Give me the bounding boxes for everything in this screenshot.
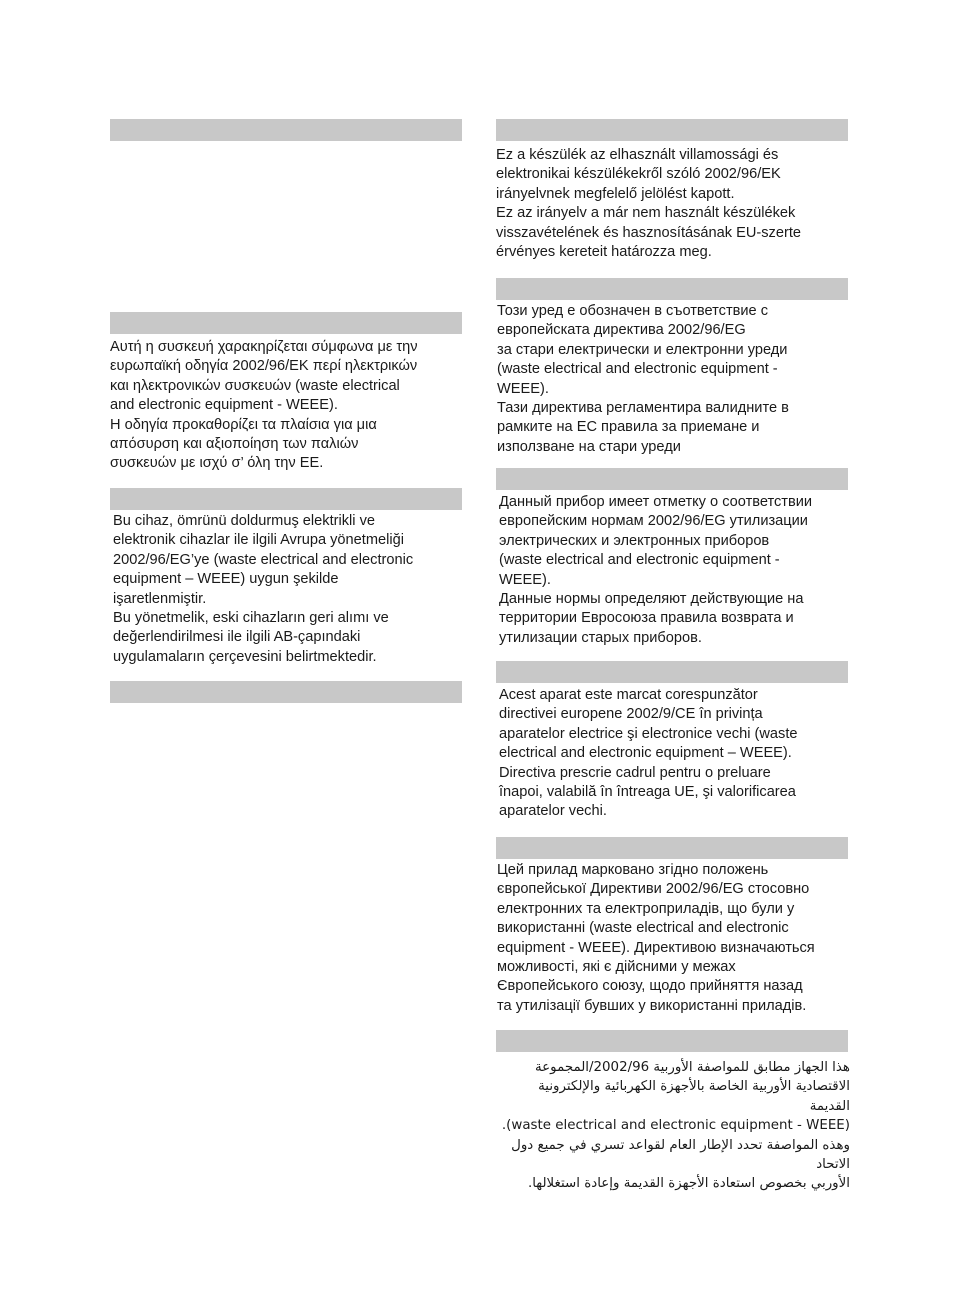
section-header-bar-romanian [496, 661, 848, 683]
section-header-bar-bulgarian [496, 278, 848, 300]
section-header-bar-ukrainian [496, 837, 848, 859]
bulgarian-paragraph: Този уред е обозначен в съответствие с европейската директива 2002/96/EG за стари електрически и електронни уреди (waste electrical and electronic equipment - WEEE). Тази директива регламентира валидните в рамките на ЕС правила за приемане и използване на стари уреди [497, 303, 789, 455]
section-header-bar-greek [110, 312, 462, 334]
romanian-paragraph: Acest aparat este marcat corespunzător directivei europene 2002/9/CE în privința aparatelor electrice şi electronice vechi (waste electrical and electronic equipment – WEEE). Directiva prescrie cadrul pentru o preluare înapoi, valabilă în întreaga UE, şi valorificarea aparatelor vechi. [499, 687, 798, 820]
section-header-bar-left-1 [110, 119, 462, 141]
hungarian-paragraph: Ez a készülék az elhasznált villamossági és elektronikai készülékekről szóló 2002/96/EK irányelvnek megfelelő jelölést kapott. Ez az irányelv a már nem használt készülékek visszavételének és hasznosításának EU-szerte érvényes kereteit határozza meg. [496, 147, 801, 261]
section-header-bar-hungarian [496, 119, 848, 141]
section-header-bar-left-4 [110, 681, 462, 703]
russian-paragraph: Данный прибор имеет отметку о соответствии европейским нормам 2002/96/EG утилизации электрических и электронных приборов (waste electrical and electronic equipment - WEEE). Данные нормы определяют действующие на территории Евросоюза правила возврата и утилизации старых приборов. [499, 494, 813, 646]
section-header-bar-turkish [110, 488, 462, 510]
ukrainian-paragraph: Цей прилад марковано згідно положень європейської Директиви 2002/96/EG стосовно електронних та електроприладів, що були у використанні (waste electrical and electronic equipment - WEEE). Директивою визначаються можливості, які є дійсними у межах Європейського союзу, щодо прийняття назад та утилізації бувших у використанні приладів. [497, 862, 815, 1014]
turkish-paragraph: Bu cihaz, ömrünü doldurmuş elektrikli ve elektronik cihazlar ile ilgili Avrupa yönetmeliği 2002/96/EG’ye (waste electrical and electronic equipment – WEEE) uygun şekilde işaretlenmiştir. Bu yönetmelik, eski cihazların geri alımı ve değerlendirilmesi ile ilgili AB-çapındaki uygulamaların çerçevesini belirtmektedir. [113, 513, 414, 665]
arabic-paragraph: هذا الجهاز مطابق للمواصفة الأوربية 2002/96/المجموعة الاقتصادية الأوربية الخاصة بالأجهزة الكهربائية والإلكترونية القديمة (waste electrical and electronic equipment - WEEE). وهذه المواصفة تحدد الإطار العام لقواعد تسري في جميع دول الاتحاد الأوربي بخصوص استعادة الأجهزة القديمة وإعادة استغلالها. [501, 1060, 850, 1192]
greek-paragraph: Αυτή η συσκευή χαρακηρίζεται σύμφωνα με την ευρωπαϊκή οδηγία 2002/96/EK περί ηλεκτρικών και ηλεκτρονικών συσκευών (waste electrical and electronic equipment - WEEE). Η οδηγία προκαθορίζει τα πλαίσια για μια απόσυρση και αξιοποίηση των παλιών συσκευών με ισχύ σ’ όλη την ΕΕ. [110, 339, 418, 472]
section-header-bar-russian [496, 468, 848, 490]
section-header-bar-arabic [496, 1030, 848, 1052]
